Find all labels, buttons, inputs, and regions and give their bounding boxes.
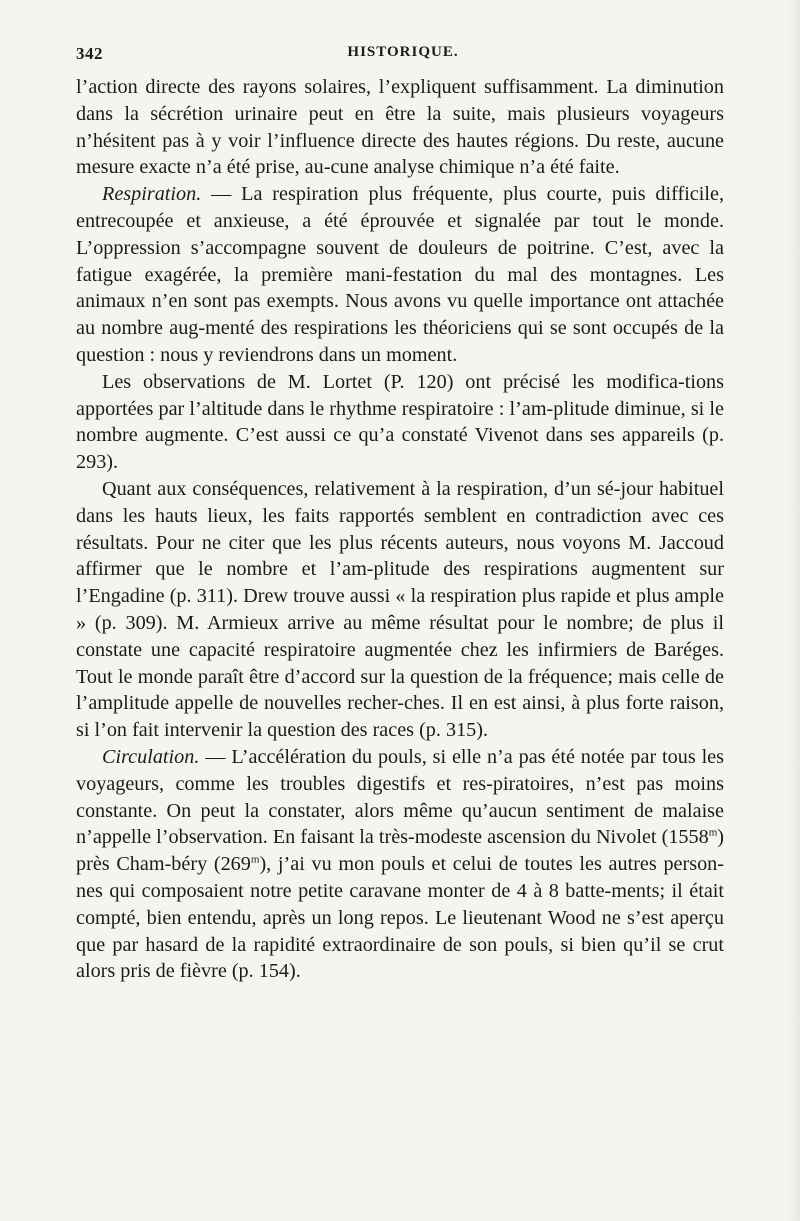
paragraph-text: — La respiration plus fréquente, plus courte, puis difficile, entrecoupée et anxieuse, a été éprouvée et signalée par tout le monde. L’oppression s’accompagne souvent de douleurs de poitrine. C’est, avec la fatigue exagérée, la première mani-festation du mal des montagnes. Les animaux n’en sont pas exempts. Nous avons vu quelle importance ont attachée au nombre aug-menté des respirations les théoriciens qui se sont occupés de la question : nous y reviendrons dans un moment. (76, 183, 724, 366)
body-text (76, 74, 724, 985)
paragraph-text: Les observations de M. Lortet (P. 120) ont précisé les modifica-tions apportées par l’altitude dans le rhythme respiratoire : l’am-plitude diminue, si le nombre augmente. C’est aussi ce qu’a constaté Vivenot dans ses appareils (p. 293). (76, 370, 724, 474)
superscript-meters: m (250, 853, 260, 866)
paragraph-text: Quant aux conséquences, relativement à la respiration, d’un sé-jour habituel dans les hauts lieux, les faits rapportés semblent en contradiction avec ces résultats. Pour ne citer que les plus récents auteurs, nous voyons M. Jaccoud affirmer que le nombre et l’am-plitude des respirations augmentent sur l’Engadine (p. 311). Drew trouve aussi « la respiration plus rapide et plus ample » (p. 309). M. Armieux arrive au même résultat pour le nombre; de plus il constate une capacité respiratoire augmentée chez les infirmiers de Baréges. Tout le monde paraît être d’accord sur la question de la fréquence; mais celle de l’amplitude appelle de nouvelles recher-ches. Il en est ainsi, à plus forte raison, si l’on fait intervenir la question des races (p. 315). (76, 477, 724, 742)
paragraph-text: ) près Cham-béry (269 (76, 826, 724, 876)
paragraph-text: l’action directe des rayons solaires, l’expliquent suffisamment. La diminution dans la sécrétion urinaire peut en être la suite, mais plusieurs voyageurs n’hésitent pas à y voir l’influence directe des hautes régions. Du reste, aucune mesure exacte n’a été prise, au-cune analyse chimique n’a été faite. (76, 76, 724, 179)
paragraph-circulation (76, 744, 724, 985)
page-edge-shadow (788, 0, 800, 1221)
paragraph-consequences (76, 476, 724, 744)
page-number: 342 (76, 44, 103, 63)
page-header (76, 44, 730, 70)
paragraph-urinary (76, 74, 724, 181)
paragraph-text: ), j’ai vu mon pouls et celui de toutes les autres person-nes qui composaient notre petite caravane monter de 4 à 8 batte-ments; il était compté, bien entendu, après un long repos. Le lieutenant Wood ne s’est aperçu que par hasard de la rapidité extraordinaire de son pouls, si bien qu’il se crut alors pris de fièvre (p. 154). (76, 853, 724, 983)
paragraph-lortet (76, 369, 724, 476)
paragraph-respiration (76, 181, 724, 369)
paragraph-text: — L’accélération du pouls, si elle n’a pas été notée par tous les voyageurs, comme les troubles digestifs et res-piratoires, n’est pas moins constante. On peut la constater, alors même qu’aucun sentiment de malaise n’appelle l’observation. En faisant la très-modeste ascension du Nivolet (1558 (76, 745, 724, 849)
superscript-meters: m (708, 826, 718, 839)
running-title: HISTORIQUE. (347, 44, 459, 60)
section-heading-circulation: Circulation. (102, 745, 200, 768)
section-heading-respiration: Respiration. (102, 183, 202, 206)
